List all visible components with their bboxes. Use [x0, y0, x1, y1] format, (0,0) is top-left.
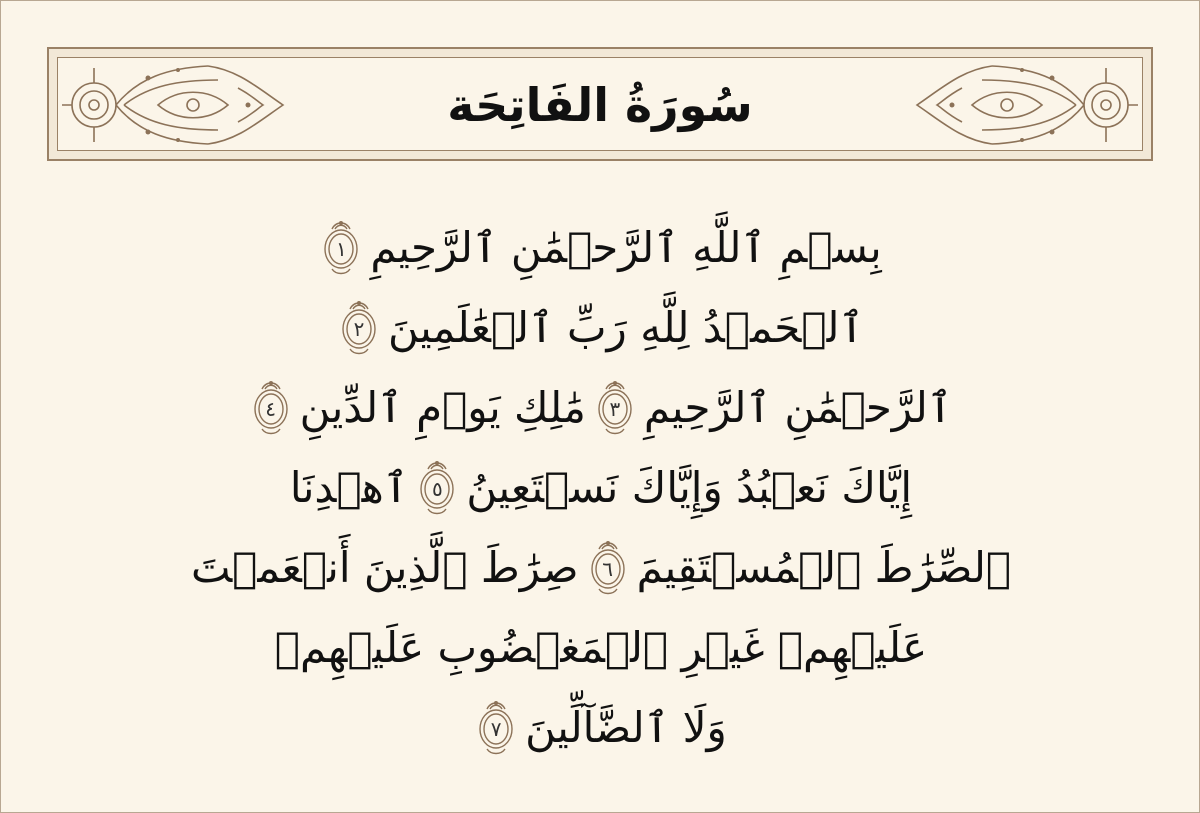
verse-text: ٱهۡدِنَا [289, 462, 409, 512]
ayah-number: ٧ [490, 717, 502, 741]
surah-header-frame [47, 47, 1153, 161]
verse-text: إِيَّاكَ نَعۡبُدُ وَإِيَّاكَ نَسۡتَعِينُ [466, 462, 913, 512]
verse-text: ٱلۡحَمۡدُ لِلَّهِ رَبِّ ٱلۡعَٰلَمِينَ [387, 302, 865, 352]
verse-line [1, 367, 1200, 447]
verse-text: عَلَيۡهِمۡ غَيۡرِ ٱلۡمَغۡضُوبِ عَلَيۡهِمۡ [274, 622, 928, 672]
surah-header-inner [57, 57, 1143, 151]
ayah-marker [418, 457, 456, 517]
ayah-marker [322, 217, 360, 277]
verses [1, 207, 1200, 767]
verse-text: بِسۡمِ ٱللَّهِ ٱلرَّحۡمَٰنِ ٱلرَّحِيمِ [370, 222, 882, 272]
verse-line [1, 287, 1200, 367]
ayah-number: ١ [335, 237, 347, 261]
ayah-marker [589, 537, 627, 597]
verse-line [1, 207, 1200, 287]
verse-line [1, 527, 1200, 607]
ayah-marker [252, 377, 290, 437]
ayah-marker [596, 377, 634, 437]
left-ornament-icon [58, 58, 298, 152]
surah-title: سُورَةُ الفَاتِحَة [447, 78, 753, 132]
right-ornament-icon [902, 58, 1142, 152]
verse-text: ٱلرَّحۡمَٰنِ ٱلرَّحِيمِ [643, 382, 953, 432]
verse-line [1, 607, 1200, 687]
ayah-number: ٤ [265, 397, 276, 421]
verse-text: وَلَا ٱلضَّآلِّينَ [525, 702, 727, 752]
verse-text: ٱلصِّرَٰطَ ٱلۡمُسۡتَقِيمَ [636, 542, 1012, 592]
ayah-number: ٦ [602, 557, 613, 581]
verse-text: مَٰلِكِ يَوۡمِ ٱلدِّينِ [299, 382, 586, 432]
ayah-number: ٥ [432, 477, 443, 501]
ayah-number: ٣ [609, 397, 621, 421]
ayah-number: ٢ [353, 317, 365, 341]
ayah-marker [477, 697, 515, 757]
verse-line [1, 687, 1200, 767]
verse-line [1, 447, 1200, 527]
ayah-marker [340, 297, 378, 357]
verse-text: صِرَٰطَ ٱلَّذِينَ أَنۡعَمۡتَ [190, 542, 579, 592]
